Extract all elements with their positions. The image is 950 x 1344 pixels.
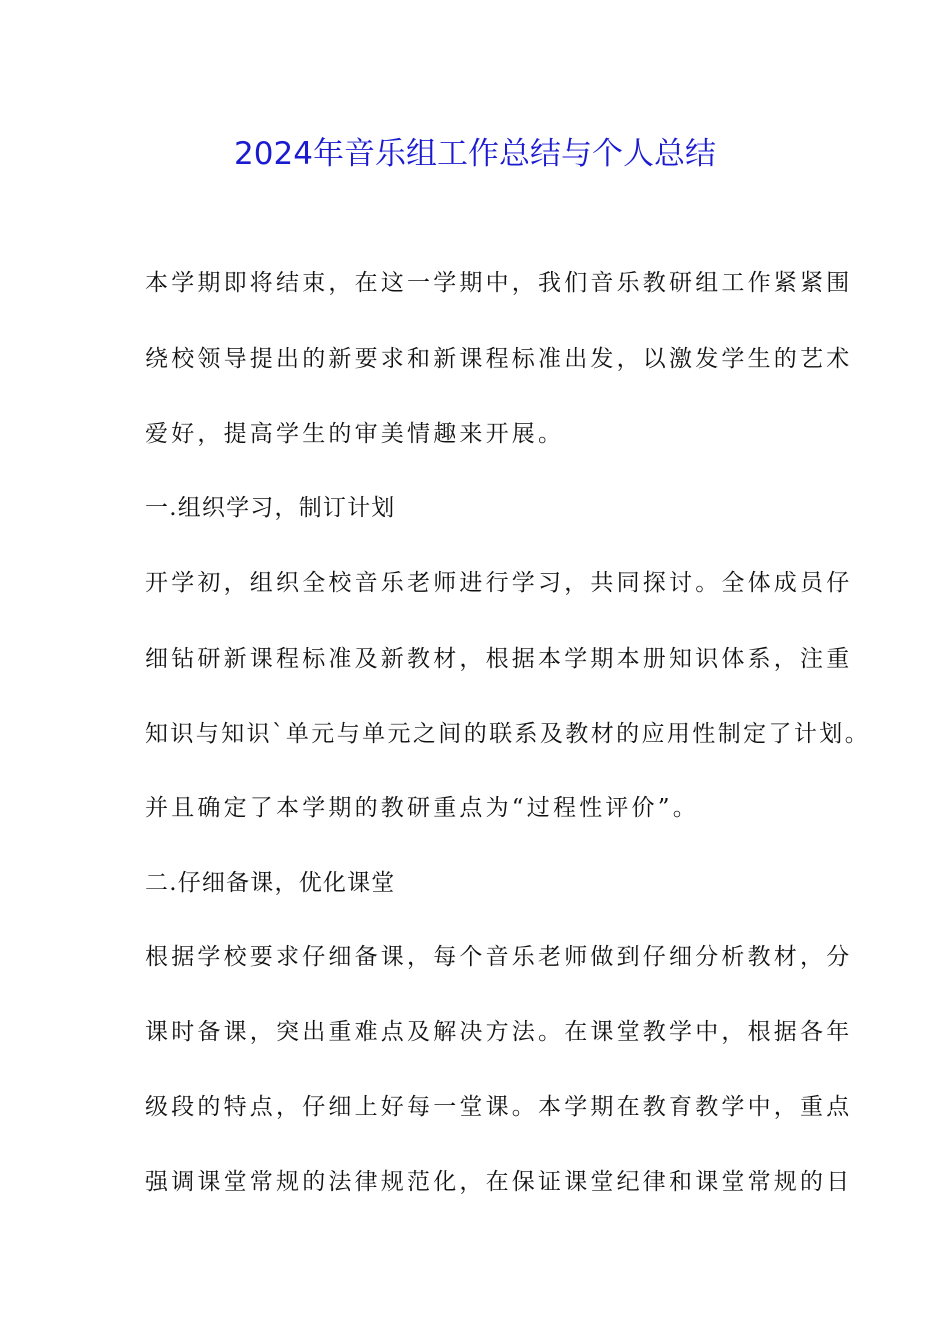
section-heading: 一.组织学习，制订计划 <box>145 495 396 521</box>
paragraph-line: 爱好，提高学生的审美情趣来开展。 <box>145 421 565 447</box>
paragraph-line: 知识与知识`单元与单元之间的联系及教材的应用性制定了计划。 <box>145 721 871 747</box>
paragraph-line: 绕校领导提出的新要求和新课程标准出发，以激发学生的艺术 <box>145 346 853 372</box>
paragraph-line: 根据学校要求仔细备课，每个音乐老师做到仔细分析教材，分 <box>145 944 853 970</box>
paragraph-line: 级段的特点，仔细上好每一堂课。本学期在教育教学中，重点 <box>145 1094 853 1120</box>
paragraph-line: 开学初，组织全校音乐老师进行学习，共同探讨。全体成员仔 <box>145 570 853 596</box>
paragraph-line: 强调课堂常规的法律规范化，在保证课堂纪律和课堂常规的日 <box>145 1169 853 1195</box>
paragraph-line: 本学期即将结束，在这一学期中，我们音乐教研组工作紧紧围 <box>145 270 853 296</box>
paragraph-line: 细钻研新课程标准及新教材，根据本学期本册知识体系，注重 <box>145 646 853 672</box>
paragraph-line: 课时备课，突出重难点及解决方法。在课堂教学中，根据各年 <box>145 1019 853 1045</box>
paragraph-line: 并且确定了本学期的教研重点为“过程性评价”。 <box>145 795 699 821</box>
document-title: 2024年音乐组工作总结与个人总结 <box>234 136 716 172</box>
section-heading: 二.仔细备课，优化课堂 <box>145 870 396 896</box>
